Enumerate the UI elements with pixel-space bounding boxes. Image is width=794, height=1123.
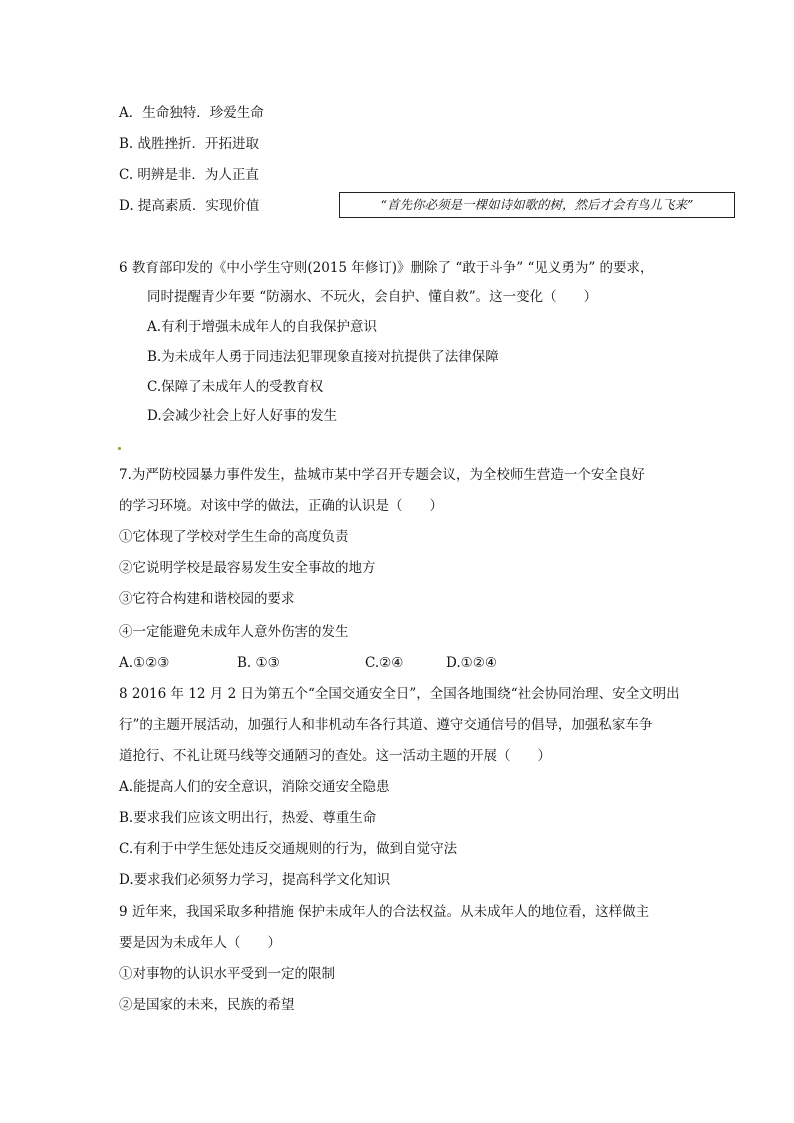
q6-option-d: D.会减少社会上好人好事的发生 <box>147 408 338 424</box>
q7-stem-line2: 的学习环境。对该中学的做法，正确的认识是（ ） <box>119 498 443 514</box>
q6-option-b: B.为未成年人勇于同违法犯罪现象直接对抗提供了法律保障 <box>147 349 499 365</box>
q7-item-1: ①它体现了学校对学生生命的高度负责 <box>119 529 349 545</box>
q7-choice-d: D.①②④ <box>446 655 497 671</box>
q9-stem-line2: 要是因为未成年人（ ） <box>119 935 281 951</box>
q5-option-c: C. 明辨是非．为人正直 <box>119 167 259 183</box>
q6-option-a: A.有利于增强未成年人的自我保护意识 <box>147 319 378 335</box>
stray-dot <box>118 447 121 450</box>
q8-stem-line3: 道抢行、不礼让斑马线等交通陋习的查处。这一活动主题的开展（ ） <box>119 748 551 764</box>
q7-choice-a: A.①②③ <box>119 655 170 671</box>
q7-stem-line1: 7.为严防校园暴力事件发生，盐城市某中学召开专题会议，为全校师生营造一个安全良好 <box>119 467 645 483</box>
q7-choice-b: B. ①③ <box>237 655 280 671</box>
q9-item-1: ①对事物的认识水平受到一定的限制 <box>119 966 335 982</box>
q8-option-b: B.要求我们应该文明出行，热爱、尊重生命 <box>119 810 377 826</box>
q7-choice-c: C.②④ <box>365 655 404 671</box>
q6-option-c: C.保障了未成年人的受教育权 <box>147 379 324 395</box>
q6-stem-line2: 同时提醒青少年要 “防溺水、不玩火，会自护、懂自救”。这一变化（ ） <box>147 289 598 305</box>
q8-stem-line2: 行”的主题开展活动，加强行人和非机动车各行其道、遵守交通信号的倡导，加强私家车争 <box>119 717 653 733</box>
q9-item-2: ②是国家的未来，民族的希望 <box>119 997 295 1013</box>
quote-box: “首先你必须是一棵如诗如歌的树，然后才会有鸟儿飞来” <box>339 192 735 218</box>
q7-item-3: ③它符合构建和谐校园的要求 <box>119 591 295 607</box>
q8-option-d: D.要求我们必须努力学习，提高科学文化知识 <box>119 872 391 888</box>
q6-stem-line1: 6 教育部印发的《中小学生守则(2015 年修订)》删除了 “敢于斗争” “见义勇为” 的要求， <box>119 260 654 276</box>
q5-option-b: B. 战胜挫折．开拓进取 <box>119 136 260 152</box>
q7-item-4: ④一定能避免未成年人意外伤害的发生 <box>119 624 349 640</box>
q8-stem-line1: 8 2016 年 12 月 2 日为第五个“全国交通安全日”，全国各地围绕“社会协同治理、安全文明出 <box>119 686 680 702</box>
q8-option-c: C.有利于中学生惩处违反交通规则的行为，做到自觉守法 <box>119 841 458 857</box>
q9-stem-line1: 9 近年来，我国采取多种措施 保护未成年人的合法权益。从未成年人的地位看，这样做主 <box>119 904 650 920</box>
q5-option-d: D. 提高素质．实现价值 <box>119 198 260 214</box>
q5-option-a: A．生命独特．珍爱生命 <box>119 105 264 121</box>
q7-item-2: ②它说明学校是最容易发生安全事故的地方 <box>119 560 376 576</box>
q8-option-a: A.能提高人们的安全意识，消除交通安全隐患 <box>119 779 390 795</box>
